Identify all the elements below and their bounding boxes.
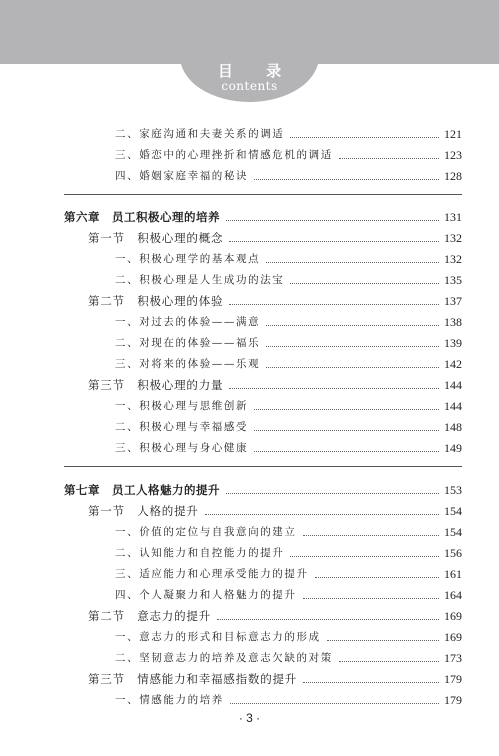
toc-section-label: 第一节 积极心理的概念: [88, 231, 224, 245]
toc-entry[interactable]: [115, 146, 462, 162]
toc-section[interactable]: [88, 502, 462, 518]
toc-entry[interactable]: [115, 313, 462, 329]
toc-entry[interactable]: [115, 271, 462, 287]
dot-leader: [303, 535, 440, 536]
dot-leader: [230, 703, 439, 704]
toc-entry-page: 132: [444, 252, 462, 266]
toc-entry-page: 121: [444, 127, 462, 141]
toc-entry-page: 139: [444, 336, 462, 350]
dot-leader: [254, 179, 439, 180]
toc-entry-page: 169: [444, 630, 462, 644]
toc-entry-page: 149: [444, 441, 462, 455]
dot-leader: [339, 661, 439, 662]
toc-entry-page: 142: [444, 357, 462, 371]
dot-leader: [254, 430, 439, 431]
dot-leader: [290, 137, 439, 138]
chapter-divider: [64, 194, 462, 195]
toc-entry-page: 161: [444, 567, 462, 581]
toc-section-label: 第二节 积极心理的体验: [88, 294, 224, 308]
toc-entry[interactable]: [115, 523, 462, 539]
toc-entry-page: 164: [444, 588, 462, 602]
toc-entry[interactable]: [115, 544, 462, 560]
toc-entry-label: 二、家庭沟通和夫妻关系的调适: [115, 128, 285, 140]
toc-section-page: 137: [444, 294, 462, 308]
toc-entry-page: 144: [444, 399, 462, 413]
toc-entry[interactable]: [115, 125, 462, 141]
toc-section-page: 132: [444, 231, 462, 245]
dot-leader: [339, 158, 439, 159]
toc-entry-label: 一、意志力的形式和目标意志力的形成: [115, 631, 321, 643]
toc-entry-label: 四、婚姻家庭幸福的秘诀: [115, 170, 249, 182]
header-band: [0, 0, 499, 64]
toc-section-label: 第二节 意志力的提升: [88, 609, 211, 623]
dot-leader: [266, 325, 439, 326]
dot-leader: [254, 451, 439, 452]
dot-leader: [266, 262, 439, 263]
toc-chapter[interactable]: [64, 208, 462, 224]
toc-entry[interactable]: [115, 691, 462, 707]
dot-leader: [290, 556, 439, 557]
toc-entry[interactable]: [115, 334, 462, 350]
toc-entry-page: 138: [444, 315, 462, 329]
dot-leader: [327, 640, 439, 641]
toc-entry-page: 128: [444, 169, 462, 183]
toc-entry[interactable]: [115, 167, 462, 183]
toc-entry-label: 三、对将来的体验——乐观: [115, 358, 261, 370]
toc-entry[interactable]: [115, 439, 462, 455]
toc-section[interactable]: [88, 229, 462, 245]
toc-entry[interactable]: [115, 418, 462, 434]
toc-section-label: 第一节 人格的提升: [88, 504, 199, 518]
dot-leader: [229, 388, 439, 389]
dot-leader: [229, 304, 439, 305]
toc-section-label: 第三节 积极心理的力量: [88, 378, 224, 392]
toc-entry-label: 二、积极心理与幸福感受: [115, 421, 249, 433]
dot-leader: [290, 283, 439, 284]
toc-entry-label: 四、个人凝聚力和人格魅力的提升: [115, 589, 297, 601]
page-number: · 3 ·: [238, 711, 261, 725]
dot-leader: [254, 409, 439, 410]
toc-section-page: 154: [444, 504, 462, 518]
toc-chapter-label: 第六章 员工积极心理的培养: [64, 210, 220, 224]
toc-chapter-page: 153: [444, 483, 462, 497]
toc-section[interactable]: [88, 376, 462, 392]
toc-section[interactable]: [88, 292, 462, 308]
toc-entry-label: 一、积极心理学的基本观点: [115, 253, 261, 265]
chapter-divider: [64, 466, 462, 467]
toc-entry-label: 一、积极心理与思维创新: [115, 400, 249, 412]
dot-leader: [226, 220, 439, 221]
toc-entry-page: 173: [444, 651, 462, 665]
contents-subtitle: contents: [221, 79, 278, 93]
toc-entry[interactable]: [115, 355, 462, 371]
dot-leader: [229, 241, 439, 242]
toc-entry-label: 二、积极心理是人生成功的法宝: [115, 274, 285, 286]
toc-entry-page: 135: [444, 273, 462, 287]
toc-chapter-label: 第七章 员工人格魅力的提升: [64, 483, 220, 497]
toc-entry[interactable]: [115, 586, 462, 602]
toc-entry-label: 二、认知能力和自控能力的提升: [115, 547, 285, 559]
toc-entry-page: 179: [444, 693, 462, 707]
toc-entry-label: 一、对过去的体验——满意: [115, 316, 261, 328]
dot-leader: [303, 598, 440, 599]
toc-entry-label: 二、坚韧意志力的培养及意志欠缺的对策: [115, 652, 333, 664]
toc-section-page: 144: [444, 378, 462, 392]
dot-leader: [266, 367, 439, 368]
dot-leader: [303, 682, 439, 683]
toc-chapter[interactable]: [64, 481, 462, 497]
toc-section[interactable]: [88, 607, 462, 623]
toc-entry-label: 二、对现在的体验——福乐: [115, 337, 261, 349]
toc-entry[interactable]: [115, 565, 462, 581]
toc-entry-label: 三、婚恋中的心理挫折和情感危机的调适: [115, 149, 333, 161]
toc-entry[interactable]: [115, 397, 462, 413]
dot-leader: [315, 577, 439, 578]
toc-section-page: 169: [444, 609, 462, 623]
dot-leader: [217, 619, 439, 620]
contents-title: 目 录: [217, 62, 296, 80]
toc-entry-label: 一、价值的定位与自我意向的建立: [115, 526, 297, 538]
toc-entry[interactable]: [115, 628, 462, 644]
toc-section-label: 第三节 情感能力和幸福感指数的提升: [88, 672, 298, 686]
toc-entry-label: 三、适应能力和心理承受能力的提升: [115, 568, 309, 580]
toc-section[interactable]: [88, 670, 462, 686]
toc-chapter-page: 131: [444, 210, 462, 224]
dot-leader: [226, 493, 439, 494]
dot-leader: [266, 346, 439, 347]
toc-entry-page: 154: [444, 525, 462, 539]
toc-entry-page: 148: [444, 420, 462, 434]
toc-entry-page: 123: [444, 148, 462, 162]
toc-entry-label: 一、情感能力的培养: [115, 694, 224, 706]
contents-header-tab: [180, 56, 319, 102]
toc-section-page: 179: [444, 672, 462, 686]
dot-leader: [205, 514, 439, 515]
toc-entry-page: 156: [444, 546, 462, 560]
toc-entry[interactable]: [115, 250, 462, 266]
toc-entry[interactable]: [115, 649, 462, 665]
toc-entry-label: 三、积极心理与身心健康: [115, 442, 249, 454]
